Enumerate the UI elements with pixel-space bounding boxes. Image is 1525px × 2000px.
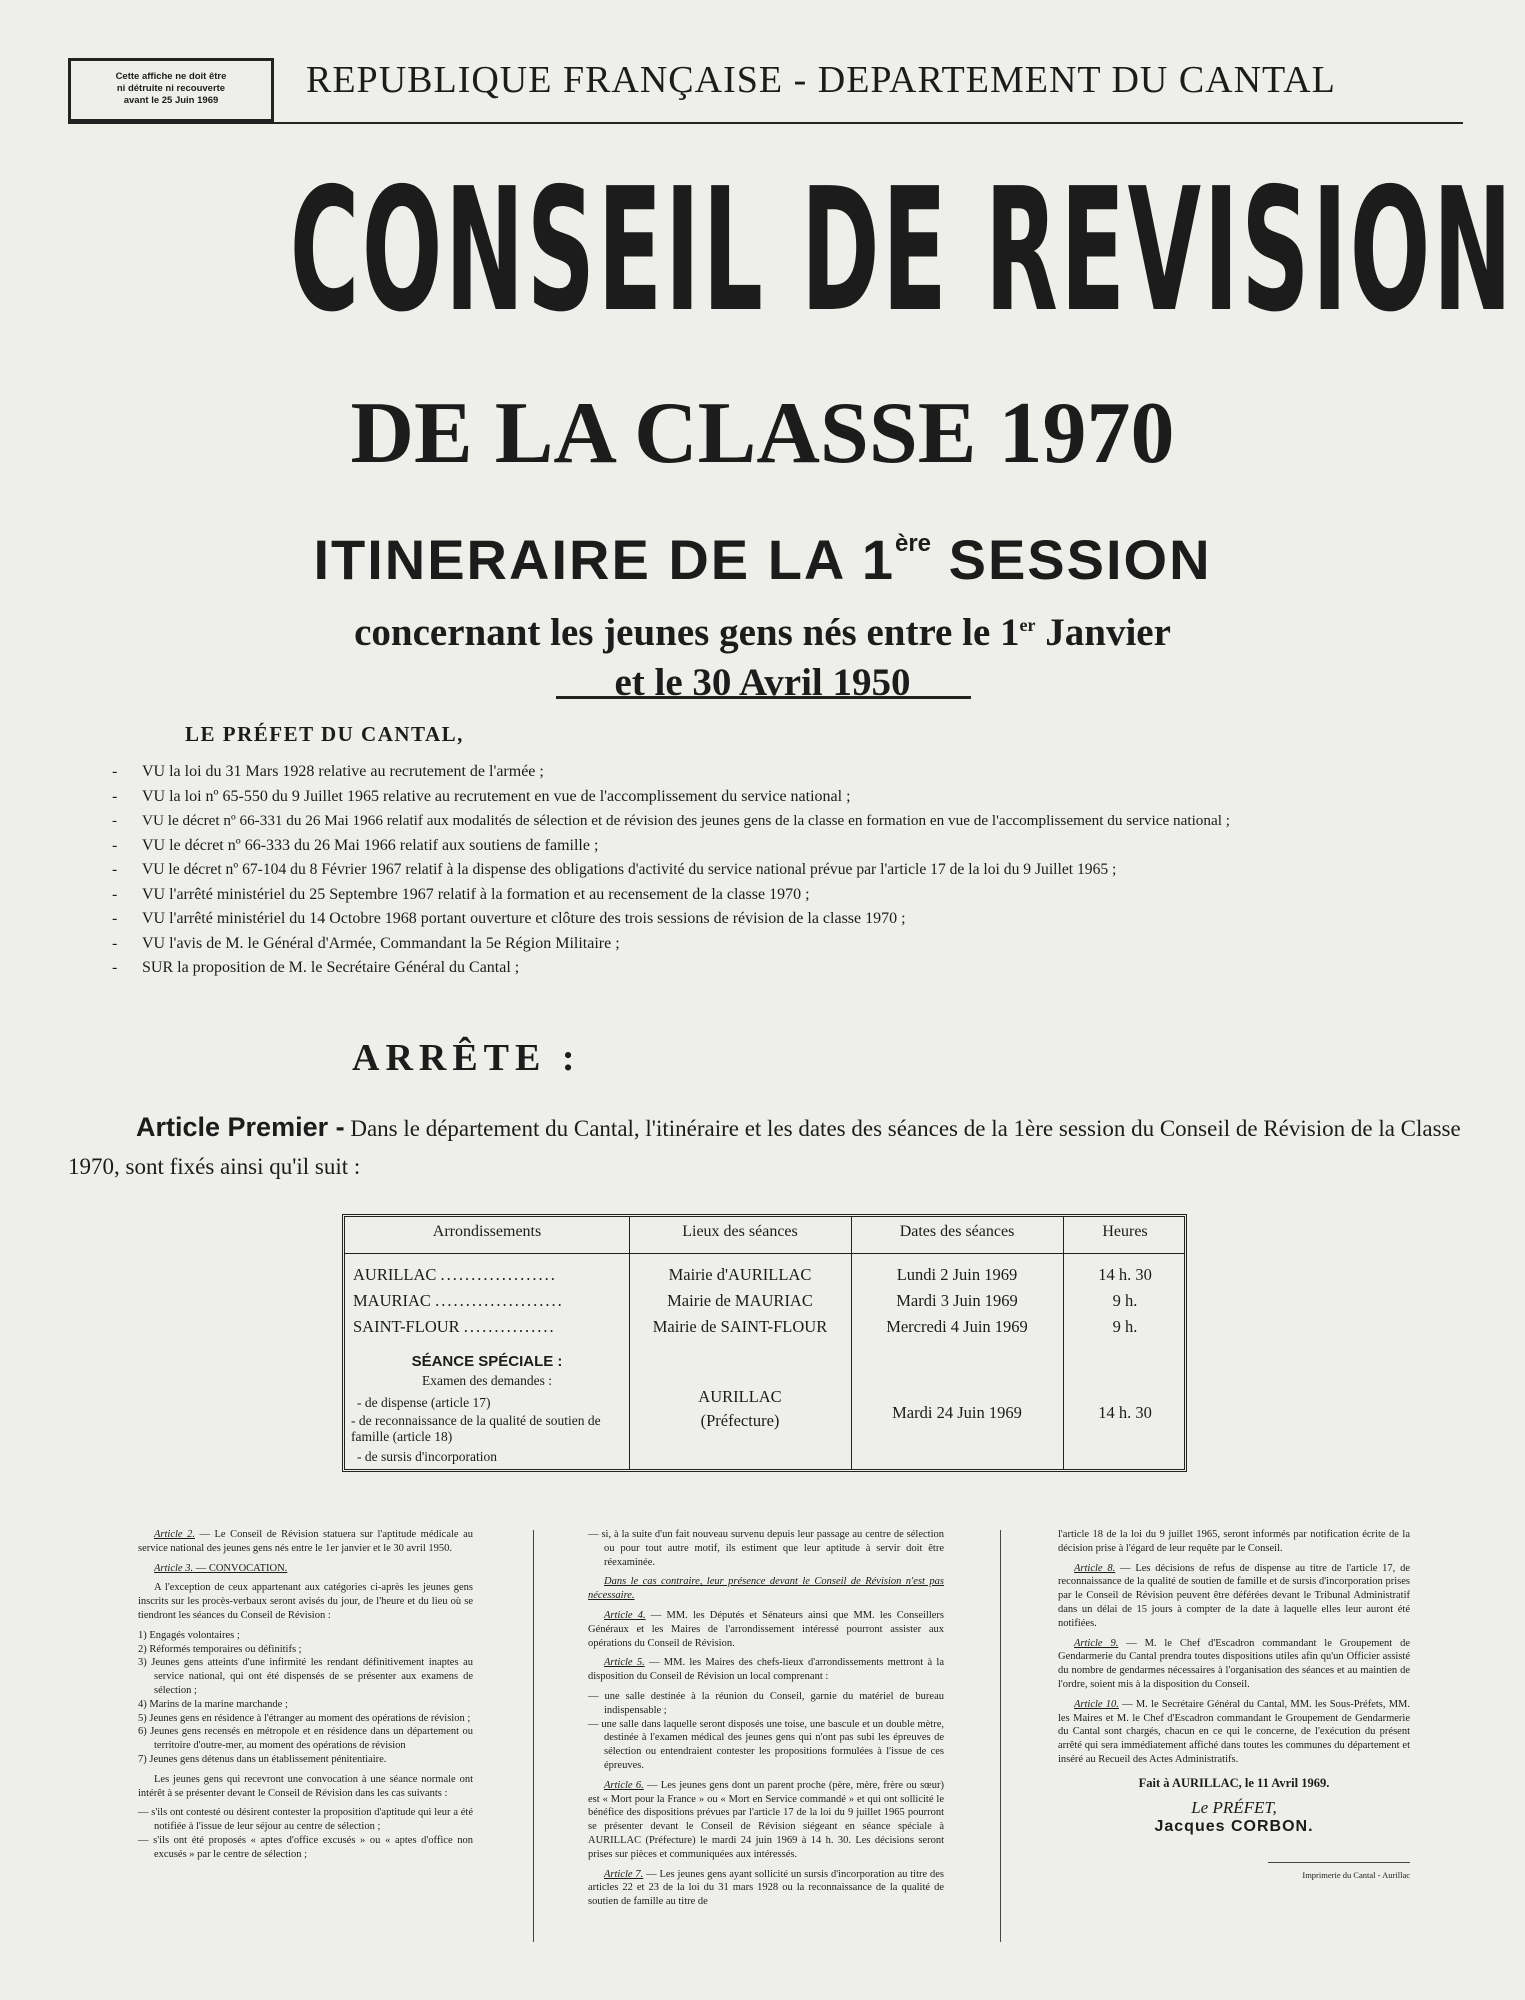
signature-title: Le PRÉFET,	[1191, 1797, 1277, 1817]
article-9: Article 9. — M. le Chef d'Escadron commandant le Groupement de Gendarmerie du Cantal prendra toutes dispositions utiles afin qu'un Officier assisté du nombre de gendarmes nécessaires à l'organisation des séances et au maintien de l'ordre, soient mis à la disposition du Conseil.	[1058, 1637, 1410, 1690]
table-cell: 9 h.	[1112, 1317, 1138, 1336]
article-5-list	[588, 1690, 944, 1773]
article-7: Article 7. — Les jeunes gens ayant sollicité un sursis d'incorporation au titre des articles 22 et 23 de la loi du 31 mars 1928 ou la reconnaissance de la qualité de soutien de famille au titre de	[588, 1868, 944, 1908]
concern-line1-sup: er	[1019, 615, 1036, 635]
concern-text	[0, 600, 1525, 708]
vu-item: - VU l'arrêté ministériel du 14 Octobre 1968 portant ouverture et clôture des trois sessions de révision de la classe 1970 ;	[112, 910, 906, 927]
list-item: — si, à la suite d'un fait nouveau survenu depuis leur passage au centre de sélection ou pour tout autre motif, ils estiment que leur aptitude à servir doit être réexaminée.	[588, 1529, 944, 1568]
vu-item: - VU le décret nº 66-333 du 26 Mai 1966 relatif aux soutiens de famille ;	[112, 836, 599, 854]
concern-underline	[556, 696, 971, 699]
prefet-heading: LE PRÉFET DU CANTAL,	[185, 722, 464, 746]
notice-box	[68, 58, 274, 122]
table-cell: 14 h. 30	[1098, 1265, 1152, 1284]
articles-column-1	[138, 1528, 473, 1868]
articles-column-3	[1058, 1528, 1410, 1883]
list-item: 2) Réformés temporaires ou définitifs ;	[138, 1643, 302, 1655]
table-cell: Mercredi 4 Juin 1969	[886, 1317, 1028, 1336]
article-premier	[68, 1108, 1468, 1186]
table-cell: AURILLAC ...................	[353, 1265, 557, 1284]
list-item: 7) Jeunes gens détenus dans un établissement pénitentiaire.	[138, 1753, 387, 1765]
special-lieu-2: (Préfecture)	[700, 1411, 780, 1430]
list-item: 6) Jeunes gens recensés en métropole et en résidence dans un département ou territoire d'outre-mer, au moment des opérations de révision	[138, 1726, 473, 1752]
list-item: 1) Engagés volontaires ;	[138, 1629, 240, 1641]
column-divider	[1000, 1530, 1001, 1942]
article-premier-text: Dans le département du Cantal, l'itinéraire et les dates des séances de la 1ère session du Conseil de Révision de la Classe 1970, sont fixés ainsi qu'il suit :	[68, 1116, 1461, 1179]
header-title: REPUBLIQUE FRANÇAISE - DEPARTEMENT DU CANTAL	[306, 59, 1336, 101]
notice-line-1: Cette affiche ne doit être	[115, 71, 227, 82]
vu-item: - VU l'arrêté ministériel du 25 Septembre 1967 relatif à la formation et au recensement de la classe 1970 ;	[112, 885, 810, 903]
vu-item: - VU le décret nº 67-104 du 8 Février 1967 relatif à la dispense des obligations d'activité du service national prévue par l'article 17 de la loi du 9 Juillet 1965 ;	[112, 861, 1117, 878]
article-3-intro: A l'exception de ceux appartenant aux catégories ci-après les jeunes gens inscrits sur les procès-verbaux seront avisés du jour, de l'heure et du lieu où se tiendront les séances du Conseil de Révision :	[138, 1582, 473, 1621]
article-5: Article 5. — MM. les Maires des chefs-lieux d'arrondissements mettront à la disposition du Conseil de Révision un local comprenant :	[588, 1657, 944, 1683]
table-cell: MAURIAC .....................	[353, 1291, 564, 1310]
vu-item: - VU l'avis de M. le Général d'Armée, Commandant la 5e Région Militaire ;	[112, 934, 620, 952]
table-cell: Mairie de SAINT-FLOUR	[652, 1317, 828, 1336]
article-2: Article 2. — Le Conseil de Révision statuera sur l'aptitude médicale au service national des jeunes gens nés entre le 1er janvier et le 30 avril 1950.	[138, 1529, 473, 1554]
session-post: SESSION	[931, 528, 1212, 591]
vu-item: - VU le décret nº 66-331 du 26 Mai 1966 relatif aux modalités de sélection et de révision des jeunes gens de la classe en formation en vue de l'accomplissement du service national ;	[112, 812, 1230, 829]
list-item: — s'ils ont contesté ou désirent contester la proposition d'aptitude qui leur a été notifiée à l'issue de leur séjour au centre de sélection ;	[138, 1807, 473, 1833]
table-header: Arrondissements	[432, 1223, 542, 1240]
list-item: 4) Marins de la marine marchande ;	[138, 1698, 288, 1710]
session-pre: ITINERAIRE DE LA 1	[313, 528, 895, 591]
vu-item: - VU la loi du 31 Mars 1928 relative au recrutement de l'armée ;	[112, 763, 544, 780]
list-item: 3) Jeunes gens atteints d'une infirmité les rendant définitivement inaptes au service national, qui ont été dispensés de se présenter aux examens de sélection ;	[138, 1657, 473, 1696]
article-8: Article 8. — Les décisions de refus de dispense au titre de l'article 17, de reconnaissance de la qualité de soutien de famille et de sursis d'incorporation prises par le Conseil de Révision peuvent être déférées devant le Tribunal Administratif dans un délai de 15 jours à compter de la date à laquelle elles leur auront été notifiées.	[1058, 1562, 1411, 1629]
article-7-cont: l'article 18 de la loi du 9 juillet 1965, seront informés par notification écrite de la décision prise à l'égard de leur requête par le Conseil.	[1058, 1529, 1410, 1554]
article-6: Article 6. — Les jeunes gens dont un parent proche (père, mère, frère ou sœur) est « Mort pour la France » ou « Mort en Service commandé » et qui ont sollicité le bénéfice des dispositions prévues par l'article 17 de la loi du 9 juillet 1965 pourront se présenter devant le Conseil de Révision siégeant en séance spéciale à AURILLAC (Préfecture) le mardi 24 juin 1969 à 14 h. 30. Les décisions seront prises sur pièces et communiquées aux intéressés.	[588, 1779, 944, 1860]
table-header: Heures	[1102, 1223, 1148, 1240]
session-sup: ère	[894, 530, 932, 557]
article-3-note: Dans le cas contraire, leur présence devant le Conseil de Révision n'est pas nécessaire.	[588, 1576, 944, 1602]
notice-line-2: ni détruite ni recouverte	[116, 83, 226, 94]
table-cell: SAINT-FLOUR ...............	[353, 1317, 556, 1336]
list-item: — s'ils ont été proposés « aptes d'office excusés » ou « aptes d'office non excusés » par le centre de sélection ;	[138, 1834, 473, 1860]
list-item: — une salle destinée à la réunion du Conseil, garnie du matériel de bureau indispensable ;	[588, 1690, 944, 1716]
notice-line-3: avant le 25 Juin 1969	[123, 95, 219, 106]
session-title	[0, 512, 1525, 592]
article-3-p2: Les jeunes gens qui recevront une convocation à une séance normale ont intérêt à se présenter devant le Conseil de Révision dans les cas suivants :	[138, 1773, 473, 1799]
table-cell: Mairie de MAURIAC	[667, 1291, 813, 1310]
signature-date: Fait à AURILLAC, le 11 Avril 1969.	[1138, 1775, 1330, 1790]
subtitle: DE LA CLASSE 1970	[350, 385, 1175, 482]
table-header: Dates des séances	[899, 1223, 1015, 1240]
table-header-rule	[345, 1253, 1184, 1254]
vu-list	[112, 760, 1472, 981]
itinerary-table	[342, 1214, 1187, 1472]
articles-column-2	[588, 1528, 944, 1915]
special-item: - de sursis d'incorporation	[357, 1449, 498, 1464]
table-header: Lieux des séances	[682, 1223, 798, 1240]
printer-credit: Imprimerie du Cantal - Aurillac	[1268, 1862, 1410, 1883]
article-4: Article 4. — MM. les Députés et Sénateurs ainsi que MM. les Conseillers Généraux et les Maires de l'arrondissement intéressé pourront assister aux opérations du Conseil de Révision.	[588, 1609, 944, 1649]
vu-item: - SUR la proposition de M. le Secrétaire Général du Cantal ;	[112, 959, 520, 976]
table-col-divider	[1063, 1217, 1064, 1469]
article-3-list-2	[138, 1806, 473, 1861]
vu-item: - VU la loi nº 65-550 du 9 Juillet 1965 relative au recrutement en vue de l'accomplissement du service national ;	[112, 787, 851, 805]
table-col-divider	[851, 1217, 852, 1469]
special-lieu: AURILLAC	[698, 1387, 782, 1406]
table-cell: Mardi 3 Juin 1969	[896, 1291, 1018, 1310]
article-3-list	[138, 1629, 473, 1767]
signature-name: Jacques CORBON.	[1154, 1818, 1314, 1836]
table-cell: 9 h.	[1112, 1291, 1138, 1310]
concern-line2: et le 30 Avril 1950	[614, 661, 911, 704]
special-item: - de dispense (article 17)	[357, 1395, 491, 1410]
special-item: - de reconnaissance de la qualité de soutien de famille (article 18)	[351, 1413, 601, 1444]
concern-line1-pre: concernant les jeunes gens nés entre le 1	[354, 611, 1020, 654]
table-cell: Mairie d'AURILLAC	[668, 1265, 812, 1284]
article-3-heading: Article 3. — CONVOCATION.	[154, 1562, 288, 1574]
list-item: — une salle dans laquelle seront disposés une toise, une bascule et un double mètre, destinée à l'examen médical des jeunes gens qui n'ont pas subi les épreuves de sélection ou entendraient contester les propositions formulées à l'issue de ces épreuves.	[588, 1718, 944, 1771]
main-title: CONSEIL DE REVISION	[289, 152, 1515, 350]
table-col-divider	[629, 1217, 630, 1469]
header-divider	[68, 122, 1463, 124]
special-title: SÉANCE SPÉCIALE :	[411, 1353, 563, 1370]
article-10: Article 10. — M. le Secrétaire Général du Cantal, MM. les Sous-Préfets, MM. les Maires et M. le Chef d'Escadron commandant le Groupement de Gendarmerie du Cantal sont chargés, chacun en ce qui le concerne, de l'exécution du présent arrêté qui sera immédiatement affiché dans toutes les communes du département et inséré au Recueil des Actes Administratifs.	[1058, 1698, 1411, 1765]
list-item: 5) Jeunes gens en résidence à l'étranger au moment des opérations de révision ;	[138, 1712, 471, 1724]
article-3-cont	[588, 1528, 944, 1569]
article-premier-lead: Article Premier -	[136, 1112, 345, 1142]
table-cell: Lundi 2 Juin 1969	[896, 1265, 1018, 1284]
column-divider	[533, 1530, 534, 1942]
concern-line1-post: Janvier	[1035, 611, 1171, 654]
special-sub: Examen des demandes :	[421, 1373, 553, 1388]
arrete-heading: ARRÊTE :	[352, 1037, 581, 1079]
special-date: Mardi 24 Juin 1969	[892, 1403, 1022, 1422]
special-heure: 14 h. 30	[1098, 1403, 1152, 1422]
